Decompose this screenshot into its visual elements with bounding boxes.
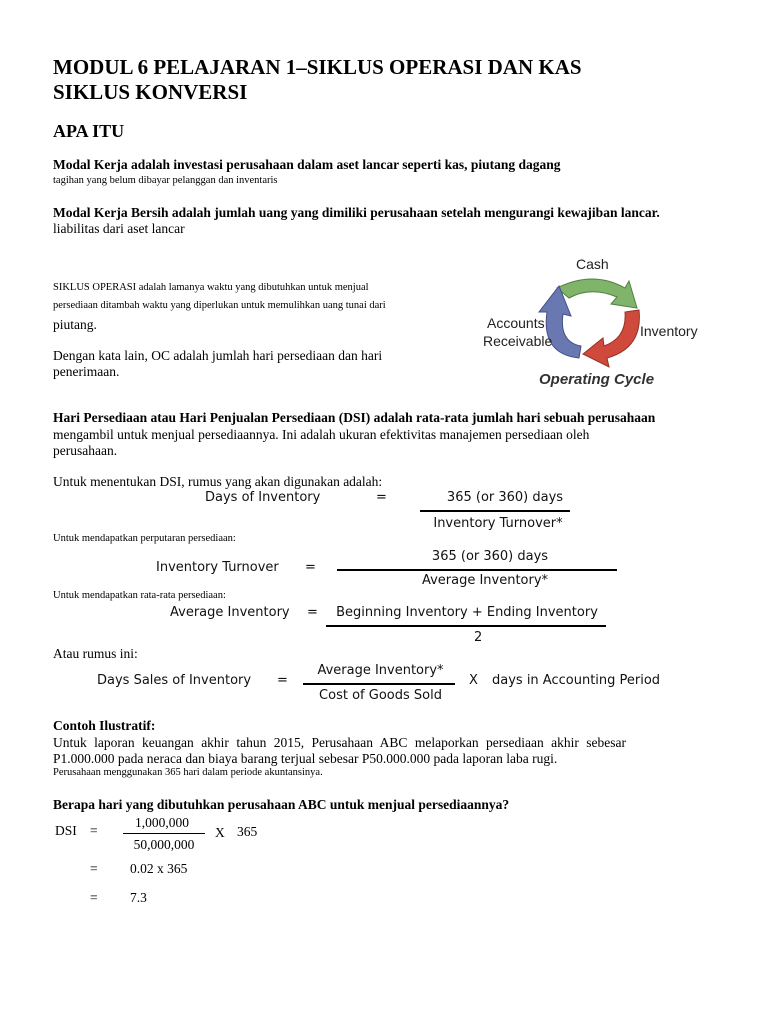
calc-multiply: X	[215, 825, 225, 840]
formula2-equals: =	[305, 560, 316, 575]
formula1-numerator: 365 (or 360) days	[446, 490, 564, 505]
formula4-numerator: Average Inventory*	[317, 663, 444, 678]
cycle-label-ar-line1: Accounts	[487, 315, 545, 331]
formula2-denominator: Average Inventory*	[421, 573, 549, 588]
formula3-fraction-bar	[326, 625, 606, 627]
cycle-arrow-red	[583, 310, 639, 367]
dsi-definition: Hari Persediaan atau Hari Penjualan Persediaan (DSI) adalah rata-rata jumlah hari sebuah perusahaan	[53, 410, 656, 425]
calc-denominator: 50,000,000	[133, 837, 195, 852]
siklus-operasi-line2: persediaan ditambah waktu yang diperlukan untuk memulihkan uang tunai dari	[53, 300, 386, 311]
formula1-denominator: Inventory Turnover*	[433, 516, 563, 531]
formula3-lhs: Average Inventory	[170, 605, 290, 620]
formula3-equals: =	[307, 605, 318, 620]
dsi-definition-line2: mengambil untuk menjual persediaannya. Ini adalah ukuran efektivitas manajemen persediaan oleh	[53, 427, 590, 442]
formula4-fraction-bar	[303, 683, 455, 685]
formula2-lhs: Inventory Turnover	[156, 560, 279, 575]
formula4-multiply: X	[469, 673, 478, 688]
section-heading: APA ITU	[53, 121, 125, 141]
formula4-rhs: days in Accounting Period	[492, 673, 661, 688]
calc-fraction-bar	[123, 833, 205, 834]
siklus-operasi-other2: penerimaan.	[53, 364, 120, 379]
example-question: Berapa hari yang dibutuhkan perusahaan ABC untuk menjual persediaannya?	[53, 797, 510, 812]
cycle-arrow-green	[557, 279, 637, 308]
dsi-formula-intro: Untuk menentukan DSI, rumus yang akan digunakan adalah:	[53, 474, 383, 489]
formula4-equals: =	[277, 673, 288, 688]
page-title-line2: SIKLUS KONVERSI	[53, 80, 248, 104]
calc-equals-1: =	[90, 823, 98, 838]
modal-kerja-definition: Modal Kerja adalah investasi perusahaan dalam aset lancar seperti kas, piutang dagang	[53, 157, 561, 172]
calc-result: 7.3	[130, 890, 147, 905]
page-title-line1: MODUL 6 PELAJARAN 1–SIKLUS OPERASI DAN KAS	[53, 55, 582, 79]
formula1-fraction-bar	[420, 510, 570, 512]
siklus-operasi-line3: piutang.	[53, 317, 97, 332]
example-line3: Perusahaan menggunakan 365 hari dalam periode akuntansinya.	[53, 767, 323, 778]
turnover-intro: Untuk mendapatkan perputaran persediaan:	[53, 533, 236, 544]
cycle-caption: Operating Cycle	[539, 371, 655, 388]
calc-equals-2: =	[90, 861, 98, 876]
formula4-denominator: Cost of Goods Sold	[319, 688, 442, 703]
calc-factor: 365	[237, 824, 258, 839]
cycle-label-cash: Cash	[576, 256, 609, 272]
siklus-operasi-line1: SIKLUS OPERASI adalah lamanya waktu yang dibutuhkan untuk menjual	[53, 282, 369, 293]
alternative-formula-intro: Atau rumus ini:	[53, 646, 138, 661]
calc-step2: 0.02 x 365	[130, 861, 188, 876]
formula2-numerator: 365 (or 360) days	[431, 549, 549, 564]
example-heading: Contoh Ilustratif:	[53, 718, 156, 733]
formula1-lhs: Days of Inventory	[205, 490, 321, 505]
dsi-definition-line3: perusahaan.	[53, 443, 118, 458]
cycle-label-ar-line2: Receivable	[483, 333, 553, 349]
example-line1: Untuk laporan keuangan akhir tahun 2015, Perusahaan ABC melaporkan persediaan akhir sebesar	[53, 735, 626, 750]
average-intro: Untuk mendapatkan rata-rata persediaan:	[53, 590, 226, 601]
modal-kerja-bersih-detail: liabilitas dari aset lancar	[53, 221, 185, 236]
formula1-equals: =	[376, 490, 387, 505]
formula3-numerator: Beginning Inventory + Ending Inventory	[336, 605, 598, 620]
siklus-operasi-other1: Dengan kata lain, OC adalah jumlah hari persediaan dan hari	[53, 348, 383, 363]
cycle-label-inventory: Inventory	[640, 323, 698, 339]
modal-kerja-bersih-definition: Modal Kerja Bersih adalah jumlah uang yang dimiliki perusahaan setelah mengurangi kewajiban lancar.	[53, 205, 660, 220]
calc-numerator: 1,000,000	[135, 815, 189, 830]
calc-label: DSI	[55, 823, 77, 838]
operating-cycle-diagram	[475, 250, 715, 395]
modal-kerja-detail: tagihan yang belum dibayar pelanggan dan inventaris	[53, 175, 278, 186]
example-line2: P1.000.000 pada neraca dan biaya barang terjual sebesar P50.000.000 pada laporan laba rugi.	[53, 751, 558, 766]
formula2-fraction-bar	[337, 569, 617, 571]
calc-equals-3: =	[90, 890, 98, 905]
formula3-denominator: 2	[474, 630, 483, 645]
formula4-lhs: Days Sales of Inventory	[97, 673, 252, 688]
